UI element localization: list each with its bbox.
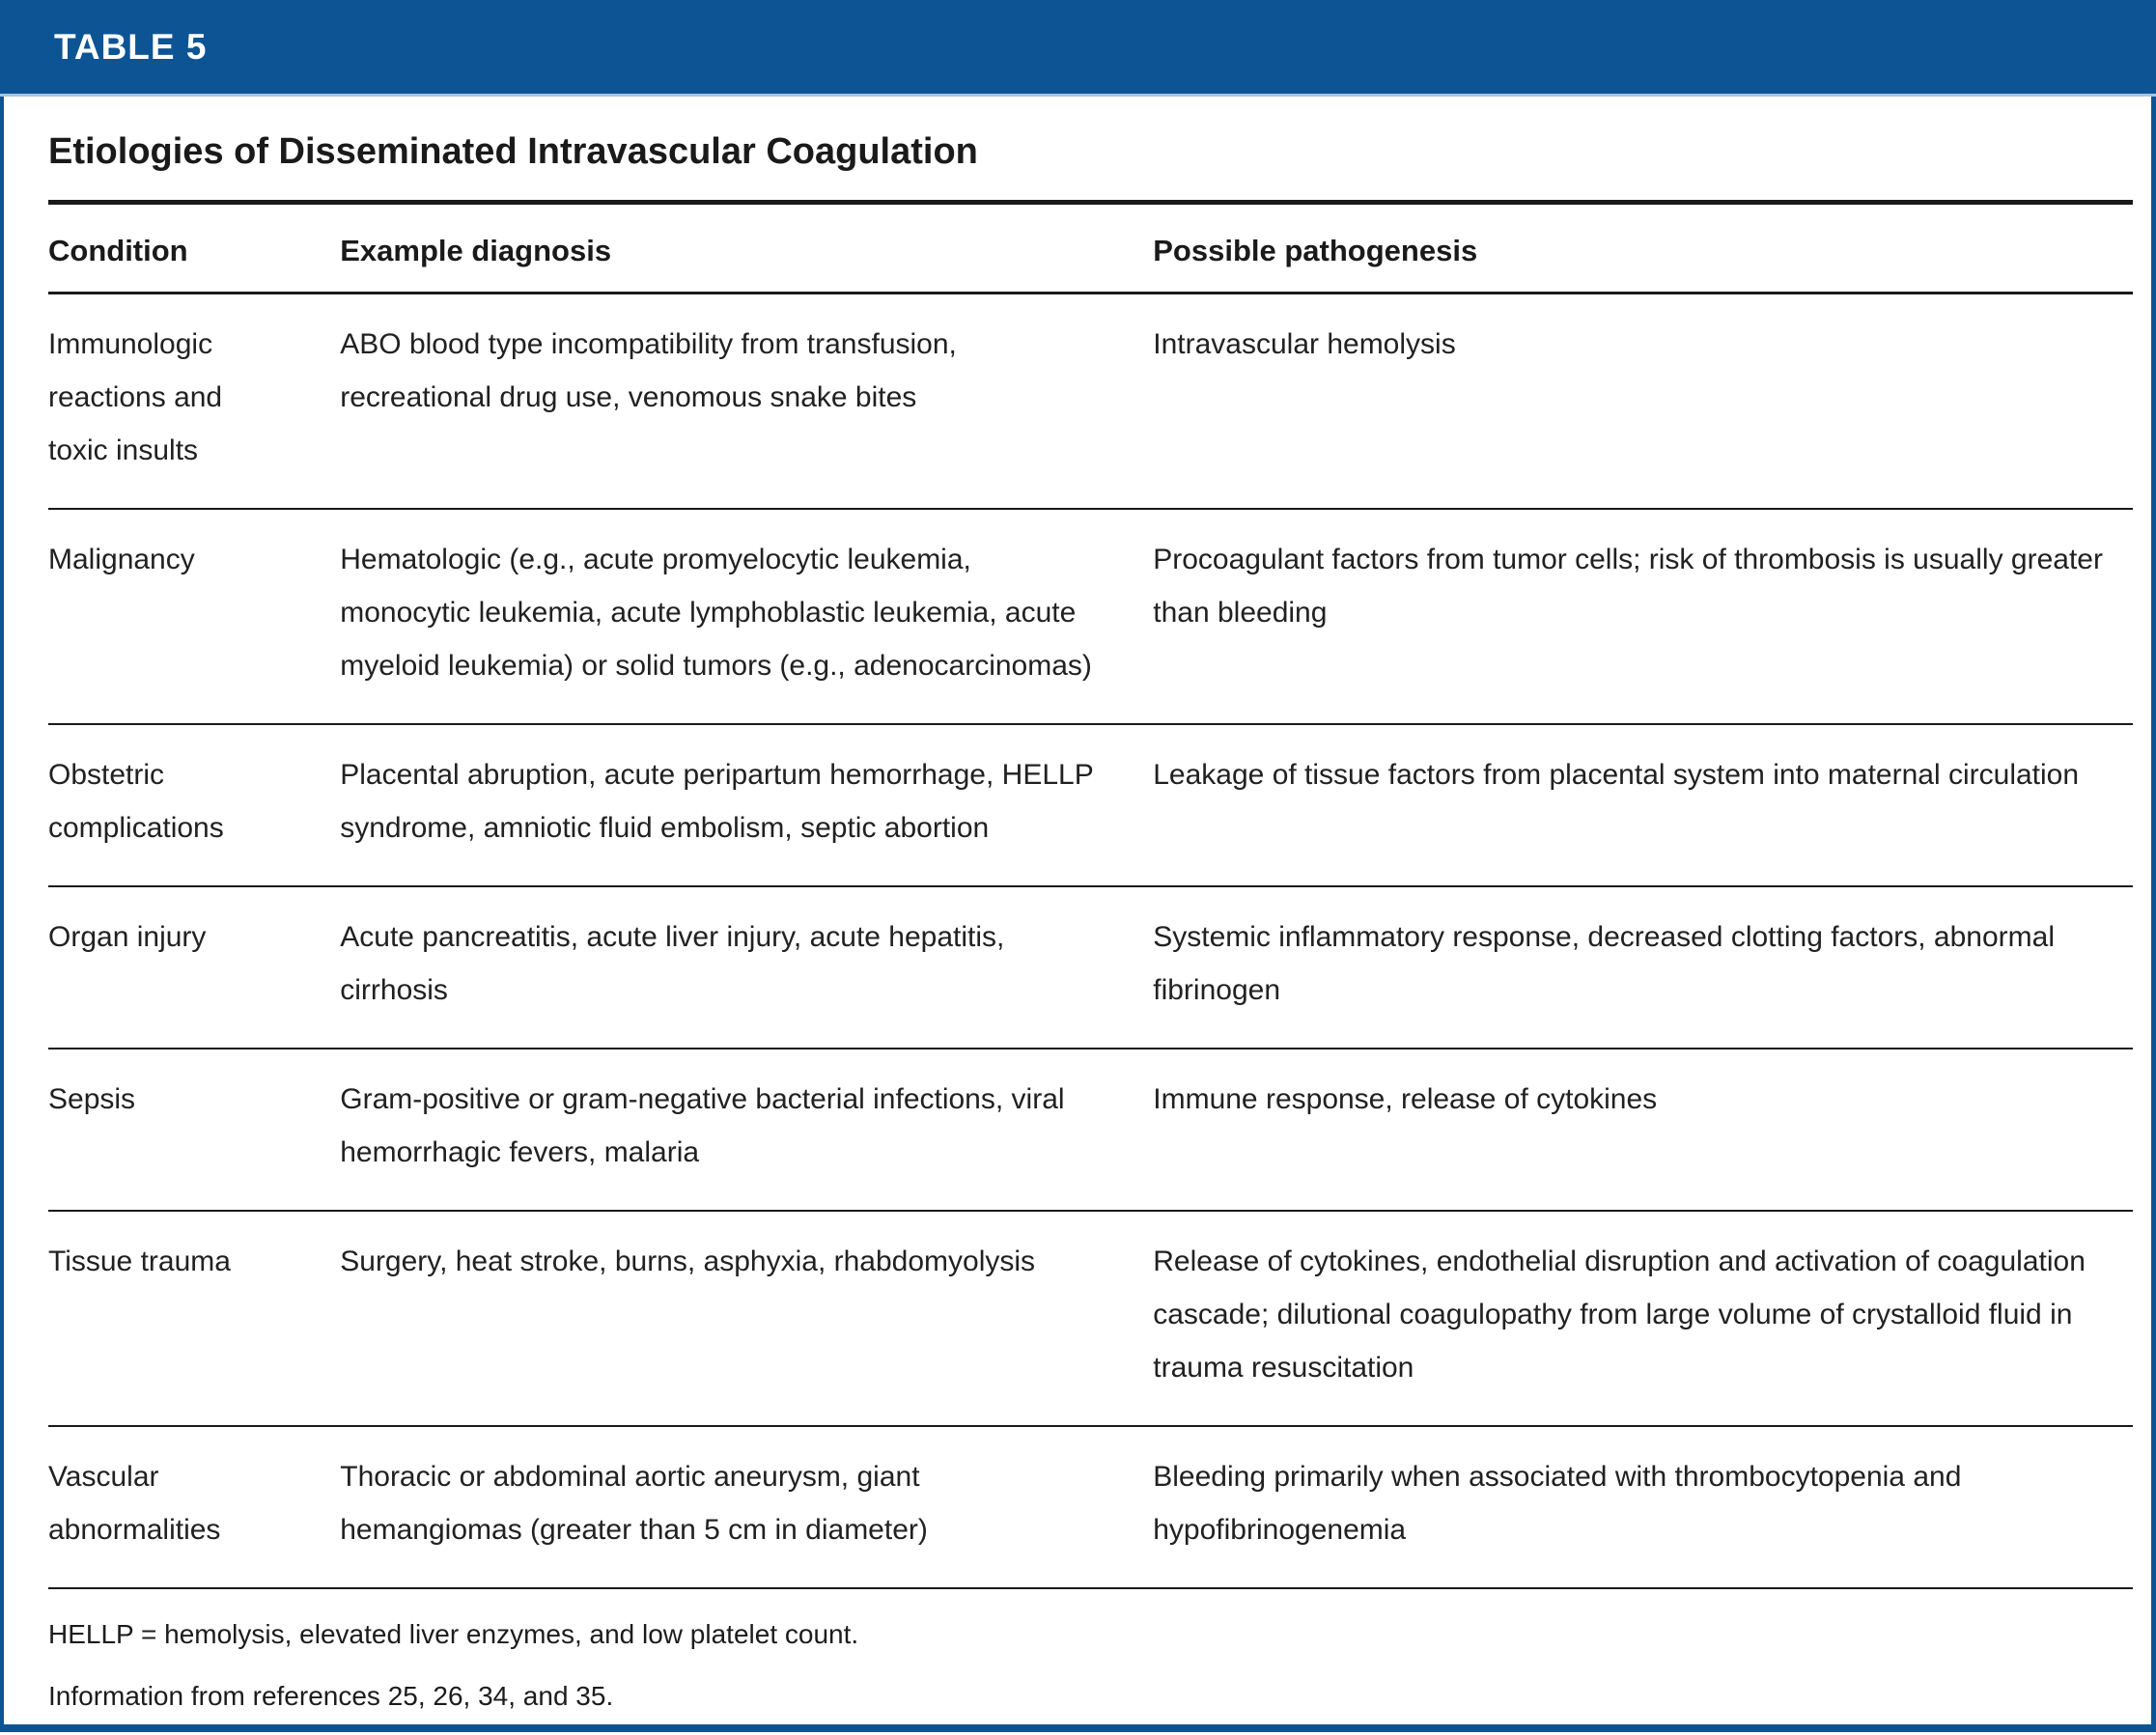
table-row xyxy=(48,1426,2133,1588)
cell-example-diagnosis: Thoracic or abdominal aortic aneurysm, giant hemangiomas (greater than 5 cm in diameter) xyxy=(340,1426,1153,1588)
cell-condition: Organ injury xyxy=(48,886,340,1049)
footnotes xyxy=(48,1616,2133,1715)
column-header-possible-pathogenesis: Possible pathogenesis xyxy=(1153,205,2133,294)
cell-example-diagnosis: Acute pancreatitis, acute liver injury, acute hepatitis, cirrhosis xyxy=(340,886,1153,1049)
table-head xyxy=(48,205,2133,294)
cell-example-diagnosis: ABO blood type incompatibility from transfusion, recreational drug use, venomous snake bites xyxy=(340,294,1153,510)
table-frame xyxy=(0,97,2156,1732)
cell-condition: Obstetric complications xyxy=(48,724,340,886)
table-content xyxy=(48,131,2133,1715)
etiologies-table xyxy=(48,205,2133,1589)
cell-example-diagnosis: Hematologic (e.g., acute promyelocytic leukemia, monocytic leukemia, acute lymphoblastic leukemia, acute myeloid leukemia) or solid tumors (e.g., adenocarcinomas) xyxy=(340,509,1153,724)
table-row xyxy=(48,724,2133,886)
cell-pathogenesis: Systemic inflammatory response, decreased clotting factors, abnormal fibrinogen xyxy=(1153,886,2133,1049)
cell-condition: Tissue trauma xyxy=(48,1211,340,1426)
cell-example-diagnosis: Gram-positive or gram-negative bacterial infections, viral hemorrhagic fevers, malaria xyxy=(340,1049,1153,1211)
footnote-references: Information from references 25, 26, 34, and 35. xyxy=(48,1681,614,1711)
table-row xyxy=(48,886,2133,1049)
cell-condition: Malignancy xyxy=(48,509,340,724)
cell-pathogenesis: Bleeding primarily when associated with thrombocytopenia and hypofibrinogenemia xyxy=(1153,1426,2133,1588)
table-row xyxy=(48,294,2133,510)
cell-pathogenesis: Leakage of tissue factors from placental system into maternal circulation xyxy=(1153,724,2133,886)
table-number-bar xyxy=(0,0,2156,97)
cell-pathogenesis: Release of cytokines, endothelial disruption and activation of coagulation cascade; dilutional coagulopathy from large volume of crystalloid fluid in trauma resuscitation xyxy=(1153,1211,2133,1426)
cell-example-diagnosis: Placental abruption, acute peripartum hemorrhage, HELLP syndrome, amniotic fluid embolism, septic abortion xyxy=(340,724,1153,886)
table-row xyxy=(48,1049,2133,1211)
cell-condition: Sepsis xyxy=(48,1049,340,1211)
table-title: Etiologies of Disseminated Intravascular Coagulation xyxy=(48,131,978,172)
column-header-example-diagnosis: Example diagnosis xyxy=(340,205,1153,294)
cell-condition: Immunologic reactions and toxic insults xyxy=(48,294,340,510)
table-number-label: TABLE 5 xyxy=(54,26,208,67)
cell-example-diagnosis: Surgery, heat stroke, burns, asphyxia, rhabdomyolysis xyxy=(340,1211,1153,1426)
cell-pathogenesis: Procoagulant factors from tumor cells; risk of thrombosis is usually greater than bleeding xyxy=(1153,509,2133,724)
table-row xyxy=(48,509,2133,724)
column-header-condition: Condition xyxy=(48,205,340,294)
table-row xyxy=(48,1211,2133,1426)
table-rows xyxy=(48,294,2133,1589)
cell-condition: Vascular abnormalities xyxy=(48,1426,340,1588)
cell-pathogenesis: Intravascular hemolysis xyxy=(1153,294,2133,510)
footnote-hellp-definition: HELLP = hemolysis, elevated liver enzymes, and low platelet count. xyxy=(48,1619,859,1649)
header-row xyxy=(48,205,2133,294)
cell-pathogenesis: Immune response, release of cytokines xyxy=(1153,1049,2133,1211)
